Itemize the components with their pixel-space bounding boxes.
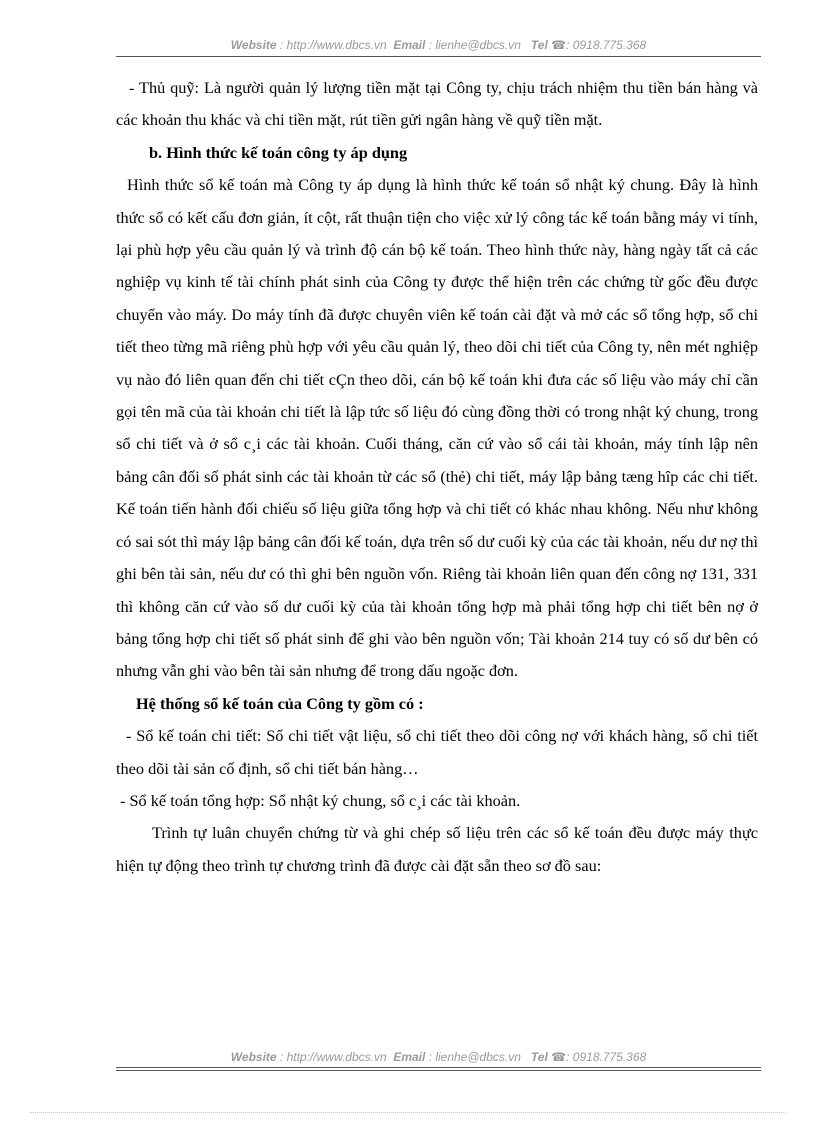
phone-icon: ☎ bbox=[551, 38, 567, 52]
footer-email-label: Email bbox=[393, 1050, 426, 1064]
section-heading-he-thong: Hệ thống sổ kế toán của Công ty gồm có : bbox=[136, 693, 424, 713]
footer-tel-label: Tel bbox=[530, 1050, 548, 1064]
paragraph-hinh-thuc: Hình thức sổ kế toán mà Công ty áp dụng là hình thức kế toán sổ nhật ký chung. Đây là hình thức sổ có kết cấu đơn giản, ít cột, rất thuận tiện cho việc xử lý công tác kế toán bằng máy vi tính, lại phù hợp yêu cầu quản lý và trình độ cán bộ kế toán. Theo hình thức này, hàng ngày tất cả các nghiệp vụ kinh tế tài chính phát sinh của Công ty được thể hiện trên các chứng từ gốc đều được chuyển vào máy. Do máy tính đã được chuyên viên kế toán cài đặt và mở các sổ tổng hợp, sổ chi tiết theo từng mã riêng phù hợp với yêu cầu quản lý, theo dõi chi tiết của Công ty, nên mét nghiệp vụ nào đó liên quan đến chi tiết cÇn theo dõi, cán bộ kế toán khi đưa các số liệu vào máy chỉ cần gọi tên mã của tài khoản chi tiết là lập tức số liệu đó cùng đồng thời có trong nhật ký chung, trong sổ chi tiết và ở sổ c¸i các tài khoản. Cuối tháng, căn cứ vào sổ cái tài khoản, máy tính lập nên bảng cân đối số phát sinh các tài khoản từ các sổ (thẻ) chi tiết, máy lập bảng tæng hîp các chi tiết. Kế toán tiến hành đối chiếu số liệu giữa tổng hợp và chi tiết có khác nhau không. Nếu như không có sai sót thì máy lập bảng cân đối kế toán, dựa trên số dư cuối kỳ của các tài khoản, nếu dư nợ thì ghi bên tài sản, nếu dư có thì ghi bên nguồn vốn. Riêng tài khoản liên quan đến công nợ 131, 331 thì không căn cứ vào số dư cuối kỳ của tài khoản tổng hợp mà phải tổng hợp chi tiết bên nợ ở bảng tổng hợp chi tiết số phát sinh để ghi vào bên nguồn vốn; Tài khoản 214 tuy có số dư bên có nhưng vẫn ghi vào bên tài sản nhưng để trong dấu ngoặc đơn. bbox=[116, 175, 758, 681]
paragraph-thu-quy: - Thủ quỹ: Là người quản lý lượng tiền mặt tại Công ty, chịu trách nhiệm thu tiền bán hàng và các khoản thu khác và chi tiền mặt, rút tiền gửi ngân hàng về quỹ tiền mặt. bbox=[116, 78, 758, 130]
page-header bbox=[116, 38, 761, 52]
paragraph-so-chi-tiet: - Sổ kế toán chi tiết: Sổ chi tiết vật liệu, sổ chi tiết theo dõi công nợ với khách hàng, sổ chi tiết theo dõi tài sản cố định, sổ chi tiết bán hàng… bbox=[116, 726, 758, 778]
header-email-label: Email bbox=[393, 38, 426, 52]
header-tel-label: Tel bbox=[530, 38, 548, 52]
footer-website-label: Website bbox=[230, 1050, 277, 1064]
page-bottom-edge bbox=[30, 1112, 786, 1113]
document-body bbox=[116, 72, 758, 882]
paragraph-so-tong-hop: - Sổ kế toán tổng hợp: Sổ nhật ký chung, sổ c¸i các tài khoản. bbox=[120, 790, 521, 810]
header-website-value: : http://www.dbcs.vn bbox=[279, 38, 387, 52]
header-website-label: Website bbox=[230, 38, 277, 52]
page-footer bbox=[116, 1050, 761, 1064]
section-heading-b: b. Hình thức kế toán công ty áp dụng bbox=[149, 142, 408, 162]
footer-divider-second bbox=[116, 1070, 761, 1071]
footer-divider bbox=[116, 1067, 761, 1068]
phone-icon: ☎ bbox=[551, 1050, 567, 1064]
footer-website-value: : http://www.dbcs.vn bbox=[279, 1050, 387, 1064]
header-divider bbox=[116, 56, 761, 57]
footer-tel-value: : 0918.775.368 bbox=[566, 1050, 647, 1064]
header-email-value: : lienhe@dbcs.vn bbox=[428, 38, 521, 52]
paragraph-trinh-tu: Trình tự luân chuyển chứng từ và ghi chép số liệu trên các sổ kế toán đều được máy thực hiện tự động theo trình tự chương trình đã được cài đặt sẵn theo sơ đồ sau: bbox=[116, 823, 758, 875]
header-tel-value: : 0918.775.368 bbox=[566, 38, 647, 52]
footer-email-value: : lienhe@dbcs.vn bbox=[428, 1050, 521, 1064]
